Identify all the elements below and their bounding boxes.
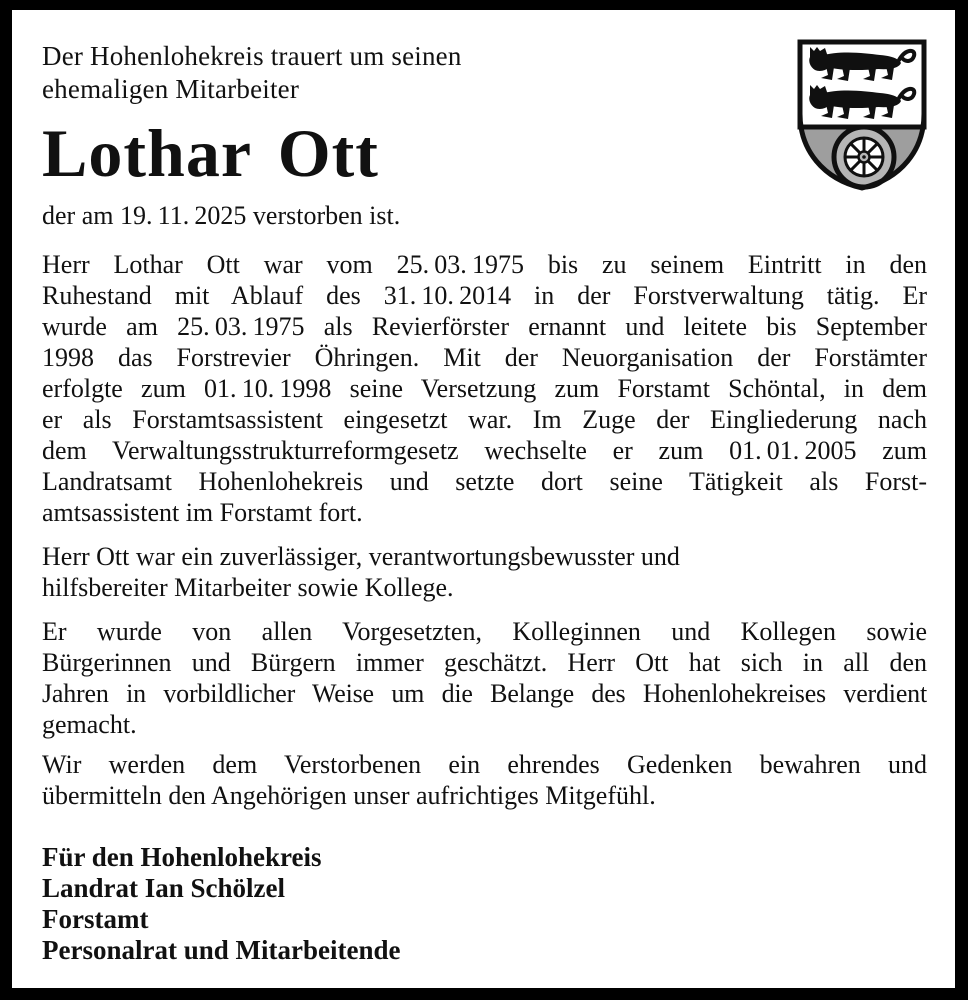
signature-organization: Für den Hohenlohekreis: [42, 842, 322, 872]
deceased-name-heading: Lothar Ott: [42, 115, 379, 191]
intro-text: [42, 40, 927, 106]
paragraph-character: [42, 541, 927, 603]
text-line: wurde am 25. 03. 1975 als Revierförster ernannt und leitete bis September: [42, 312, 927, 341]
paragraph-esteem: [42, 616, 927, 740]
paragraph-career: [42, 249, 927, 528]
text-line: amtsassistent im Forstamt fort.: [42, 498, 363, 527]
text-line: Herr Ott war ein zuverlässiger, verantwortungsbewusster und: [42, 542, 680, 571]
text-line: übermitteln den Angehörigen unser aufrichtiges Mitgefühl.: [42, 781, 656, 810]
signature-staff: Personalrat und Mitarbeitende: [42, 935, 401, 965]
text-line: gemacht.: [42, 710, 137, 739]
text-line: 1998 das Forstrevier Öhringen. Mit der Neuorganisation der Forstämter: [42, 343, 927, 372]
signature-landrat: Landrat Ian Schölzel: [42, 873, 286, 903]
text-line: Wir werden dem Verstorbenen ein ehrendes Gedenken bewahren und: [42, 750, 927, 779]
text-line: Er wurde von allen Vorgesetzten, Kolleginnen und Kollegen sowie: [42, 617, 927, 646]
text-line: Landratsamt Hohenlohekreis und setzte dort seine Tätigkeit als Forst-: [42, 467, 927, 496]
text-line: Bürgerinnen und Bürgern immer geschätzt. Herr Ott hat sich in all den: [42, 648, 927, 677]
intro-line: ehemaligen Mitarbeiter: [42, 74, 300, 104]
paragraph-condolence: [42, 749, 927, 811]
obituary-content: [12, 10, 955, 966]
text-line: erfolgte zum 01. 10. 1998 seine Versetzung zum Forstamt Schöntal, in dem: [42, 374, 927, 403]
signature-block: [42, 842, 927, 966]
text-line: Herr Lothar Ott war vom 25. 03. 1975 bis zu seinem Eintritt in den: [42, 250, 927, 279]
intro-line: Der Hohenlohekreis trauert um seinen: [42, 41, 462, 71]
text-line: hilfsbereiter Mitarbeiter sowie Kollege.: [42, 573, 454, 602]
death-date-line: der am 19. 11. 2025 verstorben ist.: [42, 201, 401, 230]
text-line: Ruhestand mit Ablauf des 31. 10. 2014 in der Forstverwaltung tätig. Er: [42, 281, 927, 310]
text-line: Jahren in vorbildlicher Weise um die Belange des Hohenlohekreises verdient: [42, 679, 927, 708]
signature-forstamt: Forstamt: [42, 904, 149, 934]
text-line: er als Forstamtsassistent eingesetzt war. Im Zuge der Eingliederung nach: [42, 405, 927, 434]
text-line: dem Verwaltungsstrukturreformgesetz wechselte er zum 01. 01. 2005 zum: [42, 436, 927, 465]
